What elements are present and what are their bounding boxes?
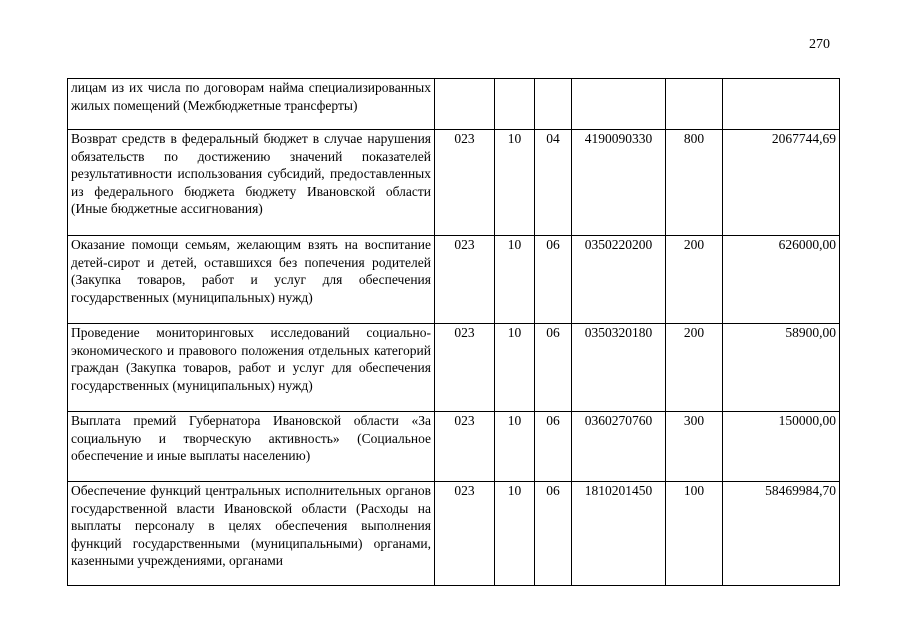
row-description: лицам из их числа по договорам найма специализированных жилых помещений (Межбюджетные трансферты)	[68, 79, 435, 130]
section-cell: 10	[495, 130, 535, 236]
section-cell: 10	[495, 236, 535, 324]
expense-type-cell: 300	[666, 412, 723, 482]
amount-cell: 150000,00	[723, 412, 840, 482]
amount-cell: 58469984,70	[723, 482, 840, 586]
admin-code-cell: 023	[435, 130, 495, 236]
row-description: Выплата премий Губернатора Ивановской области «За социальную и творческую активность» (Социальное обеспечение и иные выплаты населению)	[68, 412, 435, 482]
table-row	[68, 412, 840, 482]
section-cell: 10	[495, 324, 535, 412]
section-cell: 10	[495, 412, 535, 482]
table-row	[68, 324, 840, 412]
admin-code-cell	[435, 79, 495, 130]
target-article-cell: 1810201450	[572, 482, 666, 586]
amount-cell: 626000,00	[723, 236, 840, 324]
amount-cell: 58900,00	[723, 324, 840, 412]
budget-table	[67, 78, 840, 586]
admin-code-cell: 023	[435, 236, 495, 324]
admin-code-cell: 023	[435, 482, 495, 586]
admin-code-cell: 023	[435, 412, 495, 482]
expense-type-cell: 200	[666, 324, 723, 412]
row-description: Оказание помощи семьям, желающим взять на воспитание детей-сирот и детей, оставшихся без попечения родителей (Закупка товаров, работ и услуг для обеспечения государственных (муниципальных) нужд)	[68, 236, 435, 324]
row-description: Проведение мониторинговых исследований социально-экономического и правового положения отдельных категорий граждан (Закупка товаров, работ и услуг для обеспечения государственных (муниципальных) нужд)	[68, 324, 435, 412]
row-description: Обеспечение функций центральных исполнительных органов государственной власти Ивановской области (Расходы на выплаты персоналу в целях обеспечения выполнения функций государственными (муниципальными) органами, казенными учреждениями, органами	[68, 482, 435, 586]
table-row	[68, 130, 840, 236]
section-cell	[495, 79, 535, 130]
target-article-cell: 0350320180	[572, 324, 666, 412]
table-row	[68, 79, 840, 130]
subsection-cell: 06	[535, 412, 572, 482]
target-article-cell: 4190090330	[572, 130, 666, 236]
amount-cell: 2067744,69	[723, 130, 840, 236]
table-row	[68, 482, 840, 586]
target-article-cell	[572, 79, 666, 130]
subsection-cell: 06	[535, 482, 572, 586]
target-article-cell: 0360270760	[572, 412, 666, 482]
expense-type-cell	[666, 79, 723, 130]
section-cell: 10	[495, 482, 535, 586]
target-article-cell: 0350220200	[572, 236, 666, 324]
amount-cell	[723, 79, 840, 130]
subsection-cell: 06	[535, 236, 572, 324]
table-row	[68, 236, 840, 324]
expense-type-cell: 100	[666, 482, 723, 586]
page-number: 270	[809, 37, 830, 52]
subsection-cell: 04	[535, 130, 572, 236]
expense-type-cell: 200	[666, 236, 723, 324]
subsection-cell	[535, 79, 572, 130]
expense-type-cell: 800	[666, 130, 723, 236]
subsection-cell: 06	[535, 324, 572, 412]
admin-code-cell: 023	[435, 324, 495, 412]
row-description: Возврат средств в федеральный бюджет в случае нарушения обязательств по достижению значений показателей результативности использования субсидий, предоставленных из федерального бюджета бюджету Ивановской области (Иные бюджетные ассигнования)	[68, 130, 435, 236]
